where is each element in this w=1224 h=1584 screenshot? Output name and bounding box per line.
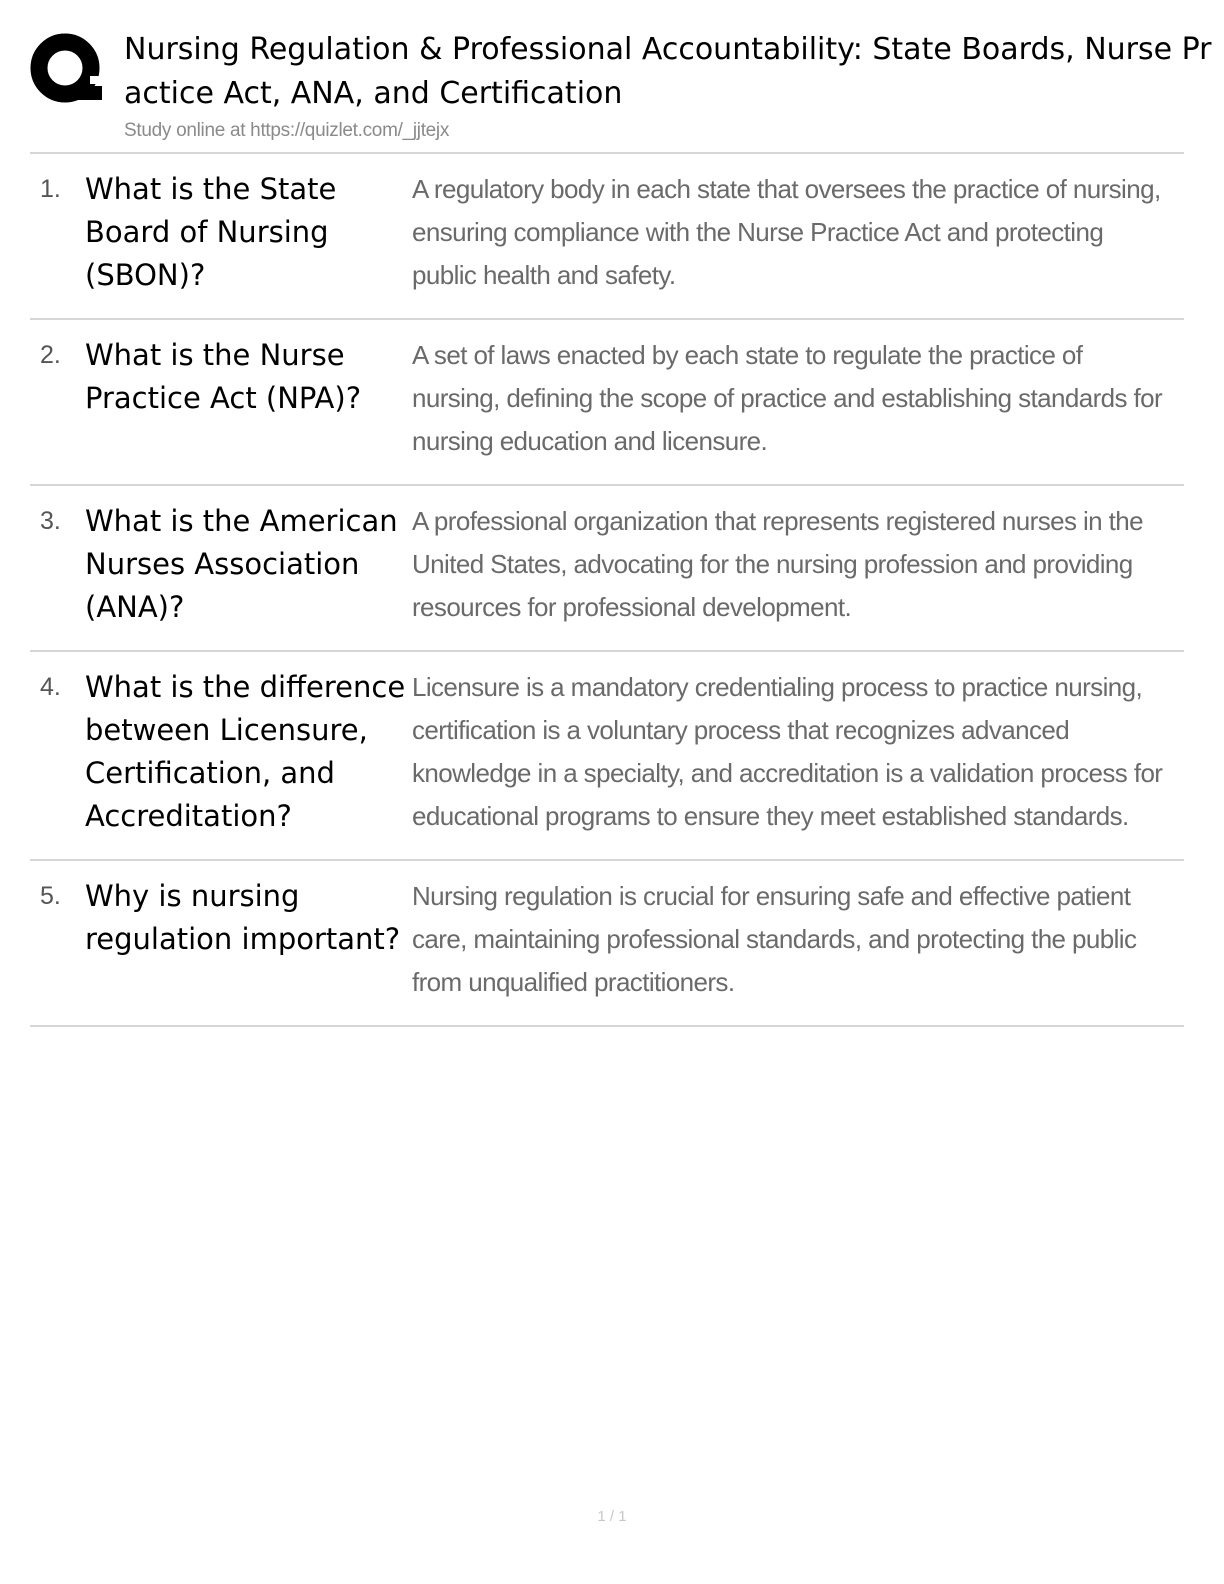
quizlet-q-logo-icon: [30, 32, 104, 106]
card-definition: A set of laws enacted by each state to regulate the practice of nursing, defining the scope of practice and establishing standards for nursing education and licensure.: [412, 340, 1163, 456]
card-number: 4.: [40, 673, 61, 701]
card-definition: A professional organization that represents registered nurses in the United States, advocating for the nursing profession and providing resources for professional development.: [412, 506, 1143, 622]
flashcard-list: [30, 154, 1184, 1027]
card-term: What is the difference between Licensure, Certification, and Accreditation?: [85, 670, 406, 833]
card-term: What is the State Board of Nursing (SBON)?: [85, 172, 337, 292]
card-term: What is the Nurse Practice Act (NPA)?: [85, 338, 362, 415]
card-number: 3.: [40, 507, 61, 535]
study-online-link[interactable]: Study online at https://quizlet.com/_jjtejx: [124, 120, 450, 141]
flashcard-row: [30, 861, 1184, 1027]
page-header: [30, 28, 1224, 150]
flashcard-row: [30, 320, 1184, 486]
card-term: What is the American Nurses Association (ANA)?: [85, 504, 398, 624]
card-number: 1.: [40, 175, 61, 203]
page-number: 1 / 1: [597, 1508, 627, 1525]
flashcard-row: [30, 154, 1184, 320]
card-number: 2.: [40, 341, 61, 369]
card-definition: Nursing regulation is crucial for ensuring safe and effective patient care, maintaining professional standards, and protecting the public from unqualified practitioners.: [412, 881, 1137, 997]
flashcard-row: [30, 652, 1184, 861]
card-definition: Licensure is a mandatory credentialing process to practice nursing, certification is a voluntary process that recognizes advanced knowledge in a specialty, and accreditation is a validation process for educational programs to ensure they meet established standards.: [412, 672, 1163, 831]
card-term: Why is nursing regulation important?: [85, 879, 401, 956]
card-number: 5.: [40, 882, 61, 910]
card-definition: A regulatory body in each state that oversees the practice of nursing, ensuring compliance with the Nurse Practice Act and protecting public health and safety.: [412, 174, 1161, 290]
page-title: Nursing Regulation & Professional Accountability: State Boards, Nurse Practice Act, ANA, and Certification: [124, 32, 1212, 111]
flashcard-row: [30, 486, 1184, 652]
